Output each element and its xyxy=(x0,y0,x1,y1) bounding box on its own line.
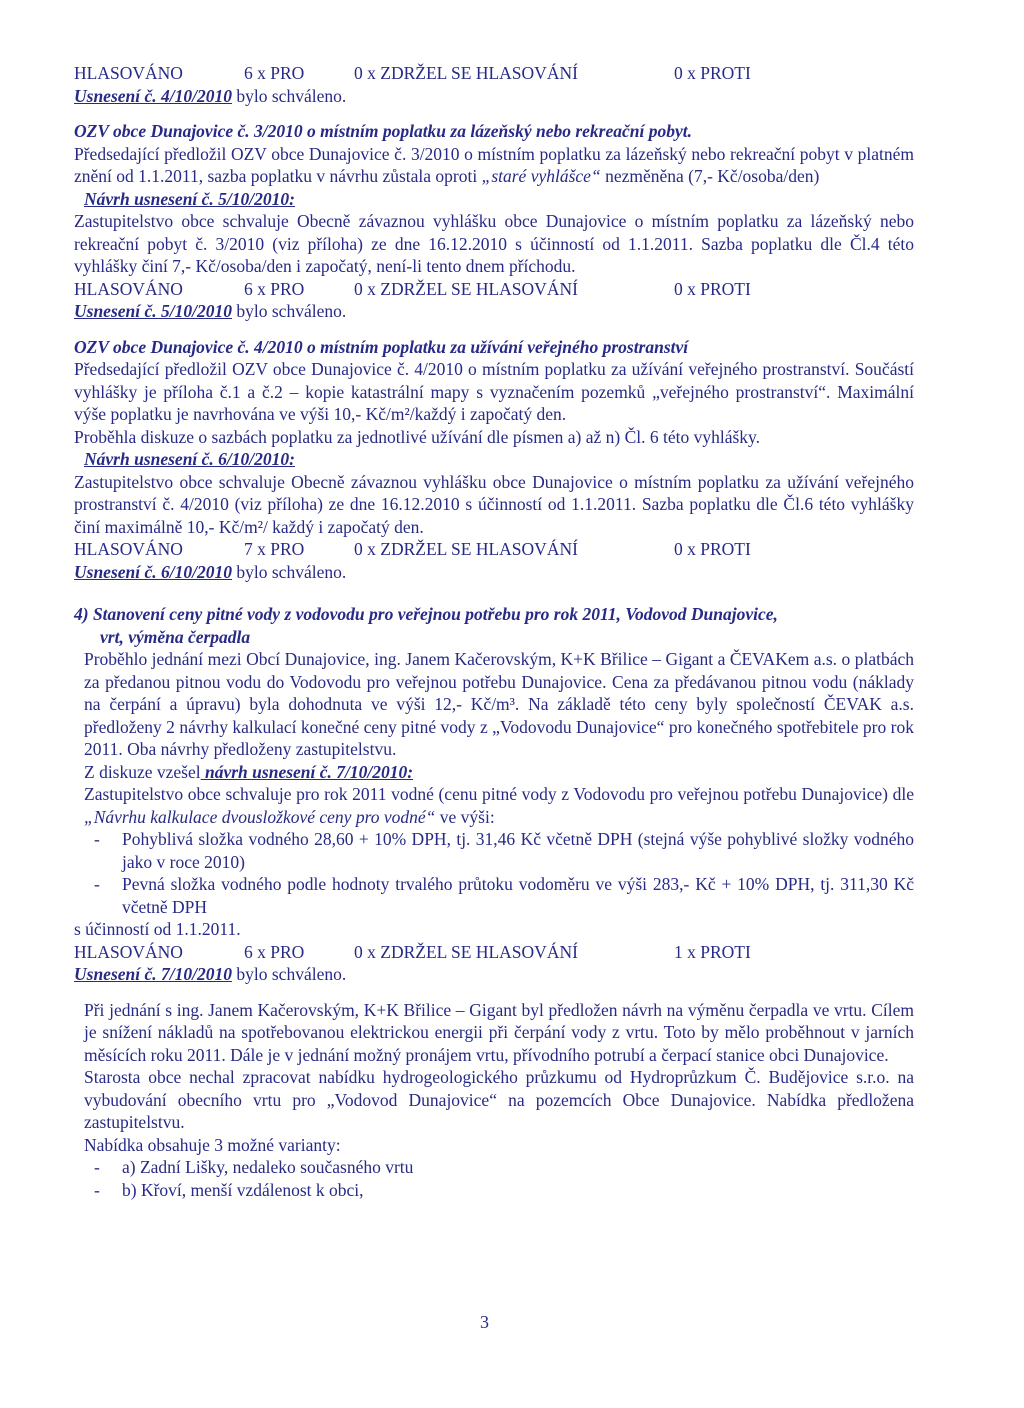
resolution-approved-3: Usnesení č. 6/10/2010 bylo schváleno. xyxy=(74,561,347,582)
vote-result-3: HLASOVÁNO 7 x PRO 0 x ZDRŽEL SE HLASOVÁNÍ 0 x PROTI xyxy=(74,539,751,559)
document-body xyxy=(74,62,914,1201)
resolution-approved-4: Usnesení č. 7/10/2010 bylo schváleno. xyxy=(74,964,347,984)
list-item: - b) Křoví, menší vzdálenost k obci, xyxy=(94,1179,364,1200)
paragraph-proposal-6: Zastupitelstvo obce schvaluje Obecně závaznou vyhlášku obce Dunajovice o místním poplatku za užívání veřejného prostranství č. 4/2010 (viz příloha) ze dne 16.12.2010 s účinností od 1.1.2011. Sazba poplatku dle Čl.6 této vyhlášky činí maximálně 10,- Kč/m²/ každý i započatý den. xyxy=(74,471,914,537)
proposal-heading-5: Návrh usnesení č. 5/10/2010: xyxy=(84,188,295,209)
vote-result-2: HLASOVÁNO 6 x PRO 0 x ZDRŽEL SE HLASOVÁNÍ 0 x PROTI xyxy=(74,278,751,299)
paragraph-water-negotiation: Proběhlo jednání mezi Obcí Dunajovice, ing. Janem Kačerovským, K+K Břilice – Gigant a ČEVAKem a.s. o platbách za předanou pitnou vodu do Vodovodu pro veřejnou potřebu Dunajovice. Cena za předávanou pitnou vodu (náklady na čerpání a úpravu) byla dohodnuta ve výši 12,- Kč/m³. Na základě této ceny byly společností ČEVAK a.s. předloženy 2 návrhy kalkulací konečné ceny pitné vody z „Vodovodu Dunajovice“ pro konečného spotřebitele pro rok 2011. Oba návrhy předloženy zastupitelstvu. xyxy=(84,649,914,759)
section-heading-ozv-4: OZV obce Dunajovice č. 4/2010 o místním poplatku za užívání veřejného prostranství xyxy=(74,336,689,357)
paragraph-proposal-7: Zastupitelstvo obce schvaluje pro rok 2011 vodné (cenu pitné vody z Vodovodu pro veřejnou potřebu Dunajovice) dle „Návrhu kalkulace dvousložkové ceny pro vodné“ ve výši: xyxy=(84,784,914,827)
paragraph-discussion: Proběhla diskuze o sazbách poplatku za jednotlivé užívání dle písmen a) až n) Čl. 6 této vyhlášky. xyxy=(74,426,761,447)
paragraph-pump-replacement: Při jednání s ing. Janem Kačerovským, K+K Břilice – Gigant byl předložen návrh na výměnu čerpadla ve vrtu. Cílem je snížení nákladů na spotřebovanou elektrickou energii při čerpání vody z vrtu. Toto by mělo proběhnout v jarních měsících roku 2011. Dále je v jednání možný pronájem vrtu, přívodního potrubí a čerpací stanice obci Dunajovice. xyxy=(84,999,914,1065)
paragraph-ozv-3: Předsedající předložil OZV obce Dunajovice č. 3/2010 o místním poplatku za lázeňský nebo rekreační pobyt v platném znění od 1.1.2011, sazba poplatku v návrhu zůstala oproti „staré vyhlášce“ nezměněna (7,- Kč/osoba/den) xyxy=(74,143,914,186)
section-heading-water-price-cont: vrt, výměna čerpadla xyxy=(100,626,251,647)
list-item: - a) Zadní Lišky, nedaleko současného vrtu xyxy=(94,1157,414,1177)
section-heading-ozv-3: OZV obce Dunajovice č. 3/2010 o místním poplatku za lázeňský nebo rekreační pobyt. xyxy=(74,121,692,141)
paragraph-proposal-5: Zastupitelstvo obce schvaluje Obecně závaznou vyhlášku obce Dunajovice o místním poplatku za lázeňský nebo rekreační pobyt č. 3/2010 (viz příloha) ze dne 16.12.2010 s účinností od 1.1.2011. Sazba poplatku dle Čl.4 této vyhlášky činí 7,- Kč/osoba/den i započatý, není-li tento dnem příchodu. xyxy=(74,211,914,276)
resolution-approved-1: Usnesení č. 4/10/2010 bylo schváleno. xyxy=(74,85,347,106)
paragraph-ozv-4: Předsedající předložil OZV obce Dunajovice č. 4/2010 o místním poplatku za užívání veřejného prostranství. Součástí vyhlášky je příloha č.1 a č.2 – kopie katastrální mapy s vyznačením pozemků „veřejného prostranství“. Maximální výše poplatku je navrhována ve výši 10,- Kč/m²/každý i započatý den. xyxy=(74,359,914,424)
proposal-heading-6: Návrh usnesení č. 6/10/2010: xyxy=(84,449,295,469)
page-number: 3 xyxy=(480,1312,489,1332)
paragraph-discussion-result: Z diskuze vzešel návrh usnesení č. 7/10/2010: xyxy=(84,761,414,782)
paragraph-effective-date: s účinností od 1.1.2011. xyxy=(74,919,241,939)
paragraph-variants-intro: Nabídka obsahuje 3 možné varianty: xyxy=(84,1134,341,1155)
paragraph-hydro-survey: Starosta obce nechal zpracovat nabídku hydrogeologického průzkumu od Hydroprůzkum Č. Budějovice s.r.o. na vybudování obecního vrtu pro „Vodovod Dunajovice“ na pozemcích Obce Dunajovice. Nabídka předložena zastupitelstvu. xyxy=(84,1067,914,1132)
section-heading-water-price: 4) Stanovení ceny pitné vody z vodovodu pro veřejnou potřebu pro rok 2011, Vodovod Dunajovice, xyxy=(74,604,778,624)
resolution-approved-2: Usnesení č. 5/10/2010 bylo schváleno. xyxy=(74,301,347,321)
list-item: - Pohyblivá složka vodného 28,60 + 10% DPH, tj. 31,46 Kč včetně DPH (stejná výše pohyblivé složky vodného jako v roce 2010) xyxy=(94,829,914,872)
vote-result-4: HLASOVÁNO 6 x PRO 0 x ZDRŽEL SE HLASOVÁNÍ 1 x PROTI xyxy=(74,941,751,962)
list-item: - Pevná složka vodného podle hodnoty trvalého průtoku vodoměru ve výši 283,- Kč + 10% DPH, tj. 311,30 Kč včetně DPH xyxy=(94,874,914,917)
vote-result-1: HLASOVÁNO 6 x PRO 0 x ZDRŽEL SE HLASOVÁNÍ 0 x PROTI xyxy=(74,63,751,83)
